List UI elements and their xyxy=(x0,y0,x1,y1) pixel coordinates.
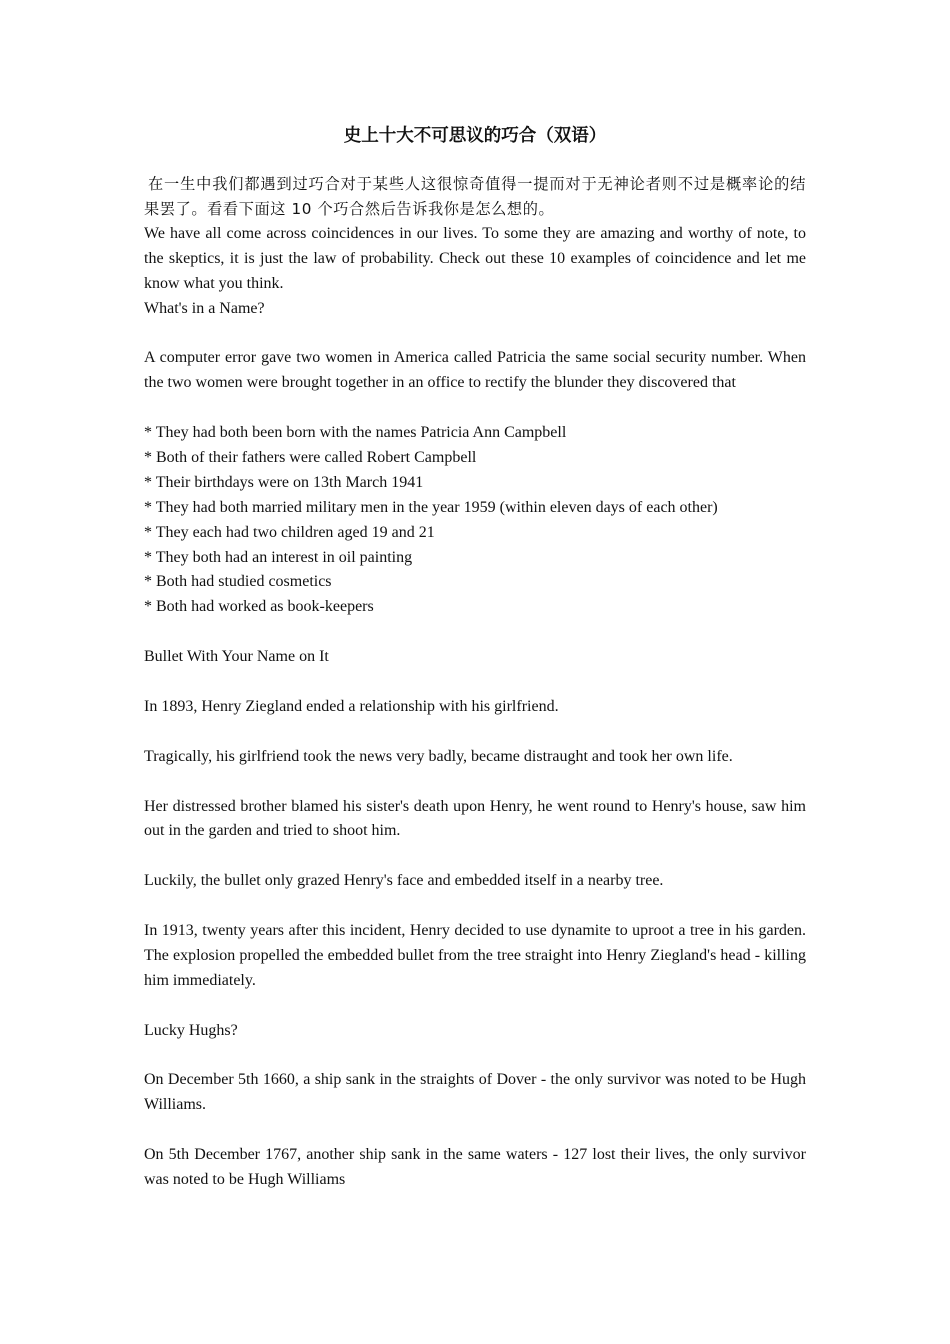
spacer xyxy=(144,894,806,919)
list-item: * They both had an interest in oil painting xyxy=(144,548,413,566)
list-item: * Their birthdays were on 13th March 1941 xyxy=(144,473,424,491)
spacer xyxy=(144,844,806,869)
paragraph: Luckily, the bullet only grazed Henry's face and embedded itself in a nearby tree. xyxy=(144,872,664,890)
list-item: * They had both been born with the names Patricia Ann Campbell xyxy=(144,424,567,442)
list-item: * Both had studied cosmetics xyxy=(144,573,332,591)
section-heading-bullet: Bullet With Your Name on It xyxy=(144,648,329,666)
list-item: * Both of their fathers were called Robert Campbell xyxy=(144,448,477,466)
intro-chinese: 在一生中我们都遇到过巧合对于某些人这很惊奇值得一提而对于无神论者则不过是概率论的结果罢了。看看下面这 10 个巧合然后告诉我你是怎么想的。 xyxy=(144,175,806,218)
section-heading-name: What's in a Name? xyxy=(144,299,265,317)
list-item: * They each had two children aged 19 and 21 xyxy=(144,523,435,541)
paragraph: A computer error gave two women in America called Patricia the same social security number. When the two women were brought together in an office to rectify the blunder they discovered that xyxy=(144,349,806,392)
spacer xyxy=(144,396,806,421)
paragraph: Her distressed brother blamed his sister's death upon Henry, he went round to Henry's house, saw him out in the garden and tried to shoot him. xyxy=(144,797,806,840)
paragraph: In 1893, Henry Ziegland ended a relationship with his girlfriend. xyxy=(144,697,559,715)
list-item: * They had both married military men in the year 1959 (within eleven days of each other) xyxy=(144,498,718,516)
list-item: * Both had worked as book-keepers xyxy=(144,598,374,616)
spacer xyxy=(144,1118,806,1143)
spacer xyxy=(144,620,806,645)
paragraph: On December 5th 1660, a ship sank in the straights of Dover - the only survivor was noted to be Hugh Williams. xyxy=(144,1071,806,1114)
coincidence-list xyxy=(144,421,806,620)
spacer xyxy=(144,994,806,1019)
paragraph: Tragically, his girlfriend took the news very badly, became distraught and took her own life. xyxy=(144,747,733,765)
spacer xyxy=(144,720,806,745)
spacer xyxy=(144,670,806,695)
document-page xyxy=(144,122,806,1193)
paragraph: On 5th December 1767, another ship sank in the same waters - 127 lost their lives, the only survivor was noted to be Hugh Williams xyxy=(144,1146,806,1189)
document-title: 史上十大不可思议的巧合（双语） xyxy=(343,126,607,146)
intro-english: We have all come across coincidences in our lives. To some they are amazing and worthy of note, to the skeptics, it is just the law of probability. Check out these 10 examples of coincidence and let me know what you think. xyxy=(144,224,806,292)
spacer xyxy=(144,321,806,346)
paragraph: In 1913, twenty years after this incident, Henry decided to use dynamite to uproot a tree in his garden. The explosion propelled the embedded bullet from the tree straight into Henry Ziegland's head - killing him immediately. xyxy=(144,922,806,989)
section-heading-hughs: Lucky Hughs? xyxy=(144,1021,238,1039)
spacer xyxy=(144,770,806,795)
spacer xyxy=(144,1044,806,1069)
